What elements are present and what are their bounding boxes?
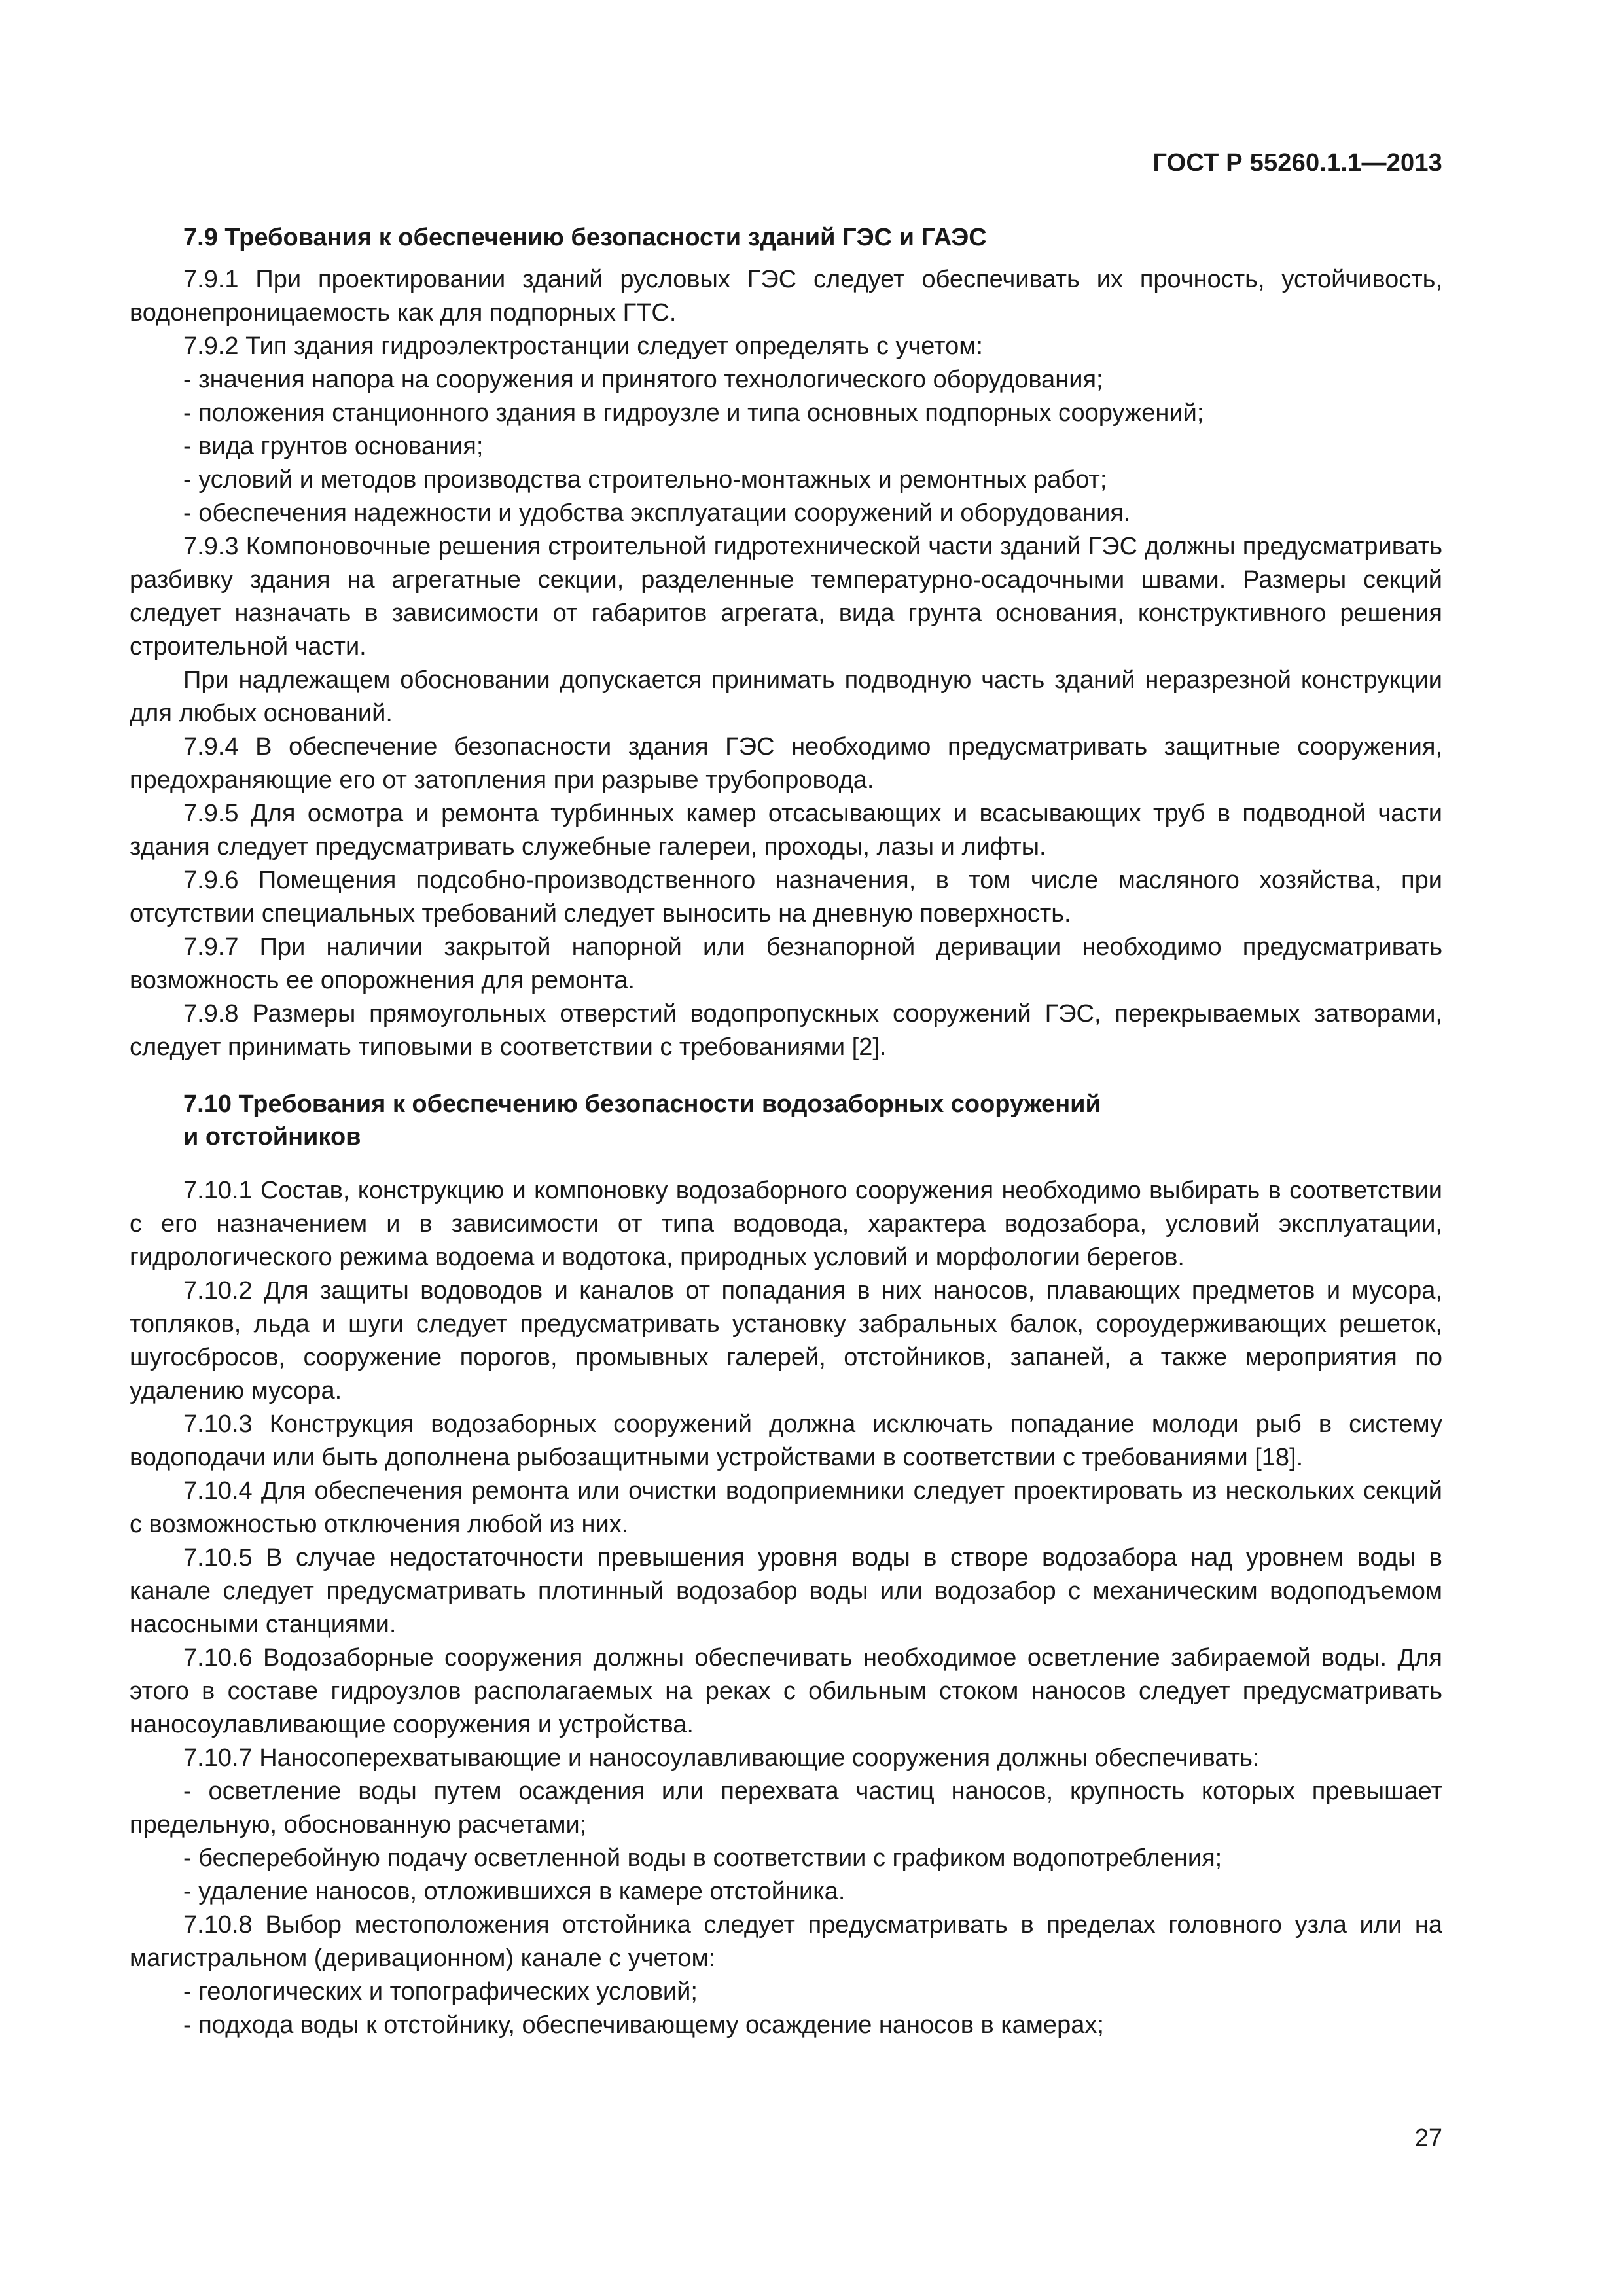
list-item: - обеспечения надежности и удобства эксплуатации сооружений и оборудования. — [183, 499, 1131, 527]
document-code-header: ГОСТ Р 55260.1.1—2013 — [1152, 149, 1442, 177]
list-item: - геологических и топографических условий; — [183, 1978, 698, 2005]
paragraph-7-10-1: 7.10.1 Состав, конструкцию и компоновку водозаборного сооружения необходимо выбирать в соответствии с его назначением и в зависимости от типа водовода, характера водозабора, условий эксплуатации, гидрологического режима водоема и водотока, природных условий и морфологии берегов. — [130, 1177, 1442, 1271]
list-item: - осветление воды путем осаждения или перехвата частиц наносов, крупность которых превышает предельную, обоснованную расчетами; — [130, 1778, 1442, 1839]
paragraph-7-10-6: 7.10.6 Водозаборные сооружения должны обеспечивать необходимое осветление забираемой воды. Для этого в составе гидроузлов располагаемых на реках с обильным стоком наносов следует предусматривать наносоулавливающие сооружения и устройства. — [130, 1644, 1442, 1738]
paragraph-7-9-2: 7.9.2 Тип здания гидроэлектростанции следует определять с учетом: — [183, 332, 983, 360]
paragraph-7-9-8: 7.9.8 Размеры прямоугольных отверстий водопропускных сооружений ГЭС, перекрываемых затворами, следует принимать типовыми в соответствии с требованиями [2]. — [130, 1000, 1442, 1061]
section-7-9-title: 7.9 Требования к обеспечению безопасности зданий ГЭС и ГАЭС — [183, 224, 987, 251]
paragraph-7-9-6: 7.9.6 Помещения подсобно-производственного назначения, в том числе масляного хозяйства, при отсутствии специальных требований следует выносить на дневную поверхность. — [130, 867, 1442, 927]
paragraph-7-9-3: 7.9.3 Компоновочные решения строительной гидротехнической части зданий ГЭС должны предусматривать разбивку здания на агрегатные секции, разделенные температурно-осадочными швами. Размеры секций следует назначать в зависимости от габаритов агрегата, вида грунта основания, конструктивного решения строительной части. — [130, 533, 1442, 660]
list-item: - условий и методов производства строительно-монтажных и ремонтных работ; — [183, 466, 1107, 493]
paragraph-7-9-3-note: При надлежащем обосновании допускается принимать подводную часть зданий неразрезной конструкции для любых оснований. — [130, 666, 1442, 727]
paragraph-7-10-3: 7.10.3 Конструкция водозаборных сооружений должна исключать попадание молоди рыб в систему водоподачи или быть дополнена рыбозащитными устройствами в соответствии с требованиями [18]. — [130, 1410, 1442, 1471]
paragraph-7-9-5: 7.9.5 Для осмотра и ремонта турбинных камер отсасывающих и всасывающих труб в подводной части здания следует предусматривать служебные галереи, проходы, лазы и лифты. — [130, 800, 1442, 861]
section-7-10-title — [130, 1088, 1442, 1153]
paragraph-7-10-8: 7.10.8 Выбор местоположения отстойника следует предусматривать в пределах головного узла или на магистральном (деривационном) канале с учетом: — [130, 1911, 1442, 1972]
page-content — [130, 221, 1442, 2042]
paragraph-7-10-4: 7.10.4 Для обеспечения ремонта или очистки водоприемники следует проектировать из нескольких секций с возможностью отключения любой из них. — [130, 1477, 1442, 1538]
paragraph-7-9-1: 7.9.1 При проектировании зданий русловых ГЭС следует обеспечивать их прочность, устойчивость, водонепроницаемость как для подпорных ГТС. — [130, 266, 1442, 327]
list-item: - положения станционного здания в гидроузле и типа основных подпорных сооружений; — [183, 399, 1204, 427]
section-7-10-title-line-2: и отстойников — [183, 1123, 361, 1151]
list-item: - вида грунтов основания; — [183, 433, 484, 460]
section-7-10-title-line-1: 7.10 Требования к обеспечению безопасности водозаборных сооружений — [183, 1090, 1101, 1118]
paragraph-7-10-2: 7.10.2 Для защиты водоводов и каналов от попадания в них наносов, плавающих предметов и мусора, топляков, льда и шуги следует предусматривать установку забральных балок, сороудерживающих решеток, шугосбросов, сооружение порогов, промывных галерей, отстойников, запаней, а также мероприятия по удалению мусора. — [130, 1277, 1442, 1405]
list-item: - подхода воды к отстойнику, обеспечивающему осаждение наносов в камерах; — [183, 2011, 1104, 2039]
paragraph-7-10-7: 7.10.7 Наносоперехватывающие и наносоулавливающие сооружения должны обеспечивать: — [183, 1744, 1260, 1772]
page-number: 27 — [1414, 2125, 1442, 2152]
paragraph-7-9-7: 7.9.7 При наличии закрытой напорной или безнапорной деривации необходимо предусматривать возможность ее опорожнения для ремонта. — [130, 933, 1442, 994]
paragraph-7-10-5: 7.10.5 В случае недостаточности превышения уровня воды в створе водозабора над уровнем воды в канале следует предусматривать плотинный водозабор воды или водозабор с механическим водоподъемом насосными станциями. — [130, 1544, 1442, 1638]
list-item: - значения напора на сооружения и принятого технологического оборудования; — [183, 366, 1103, 393]
list-item: - бесперебойную подачу осветленной воды в соответствии с графиком водопотребления; — [183, 1844, 1222, 1872]
list-item: - удаление наносов, отложившихся в камере отстойника. — [183, 1878, 846, 1905]
paragraph-7-9-4: 7.9.4 В обеспечение безопасности здания ГЭС необходимо предусматривать защитные сооружения, предохраняющие его от затопления при разрыве трубопровода. — [130, 733, 1442, 794]
